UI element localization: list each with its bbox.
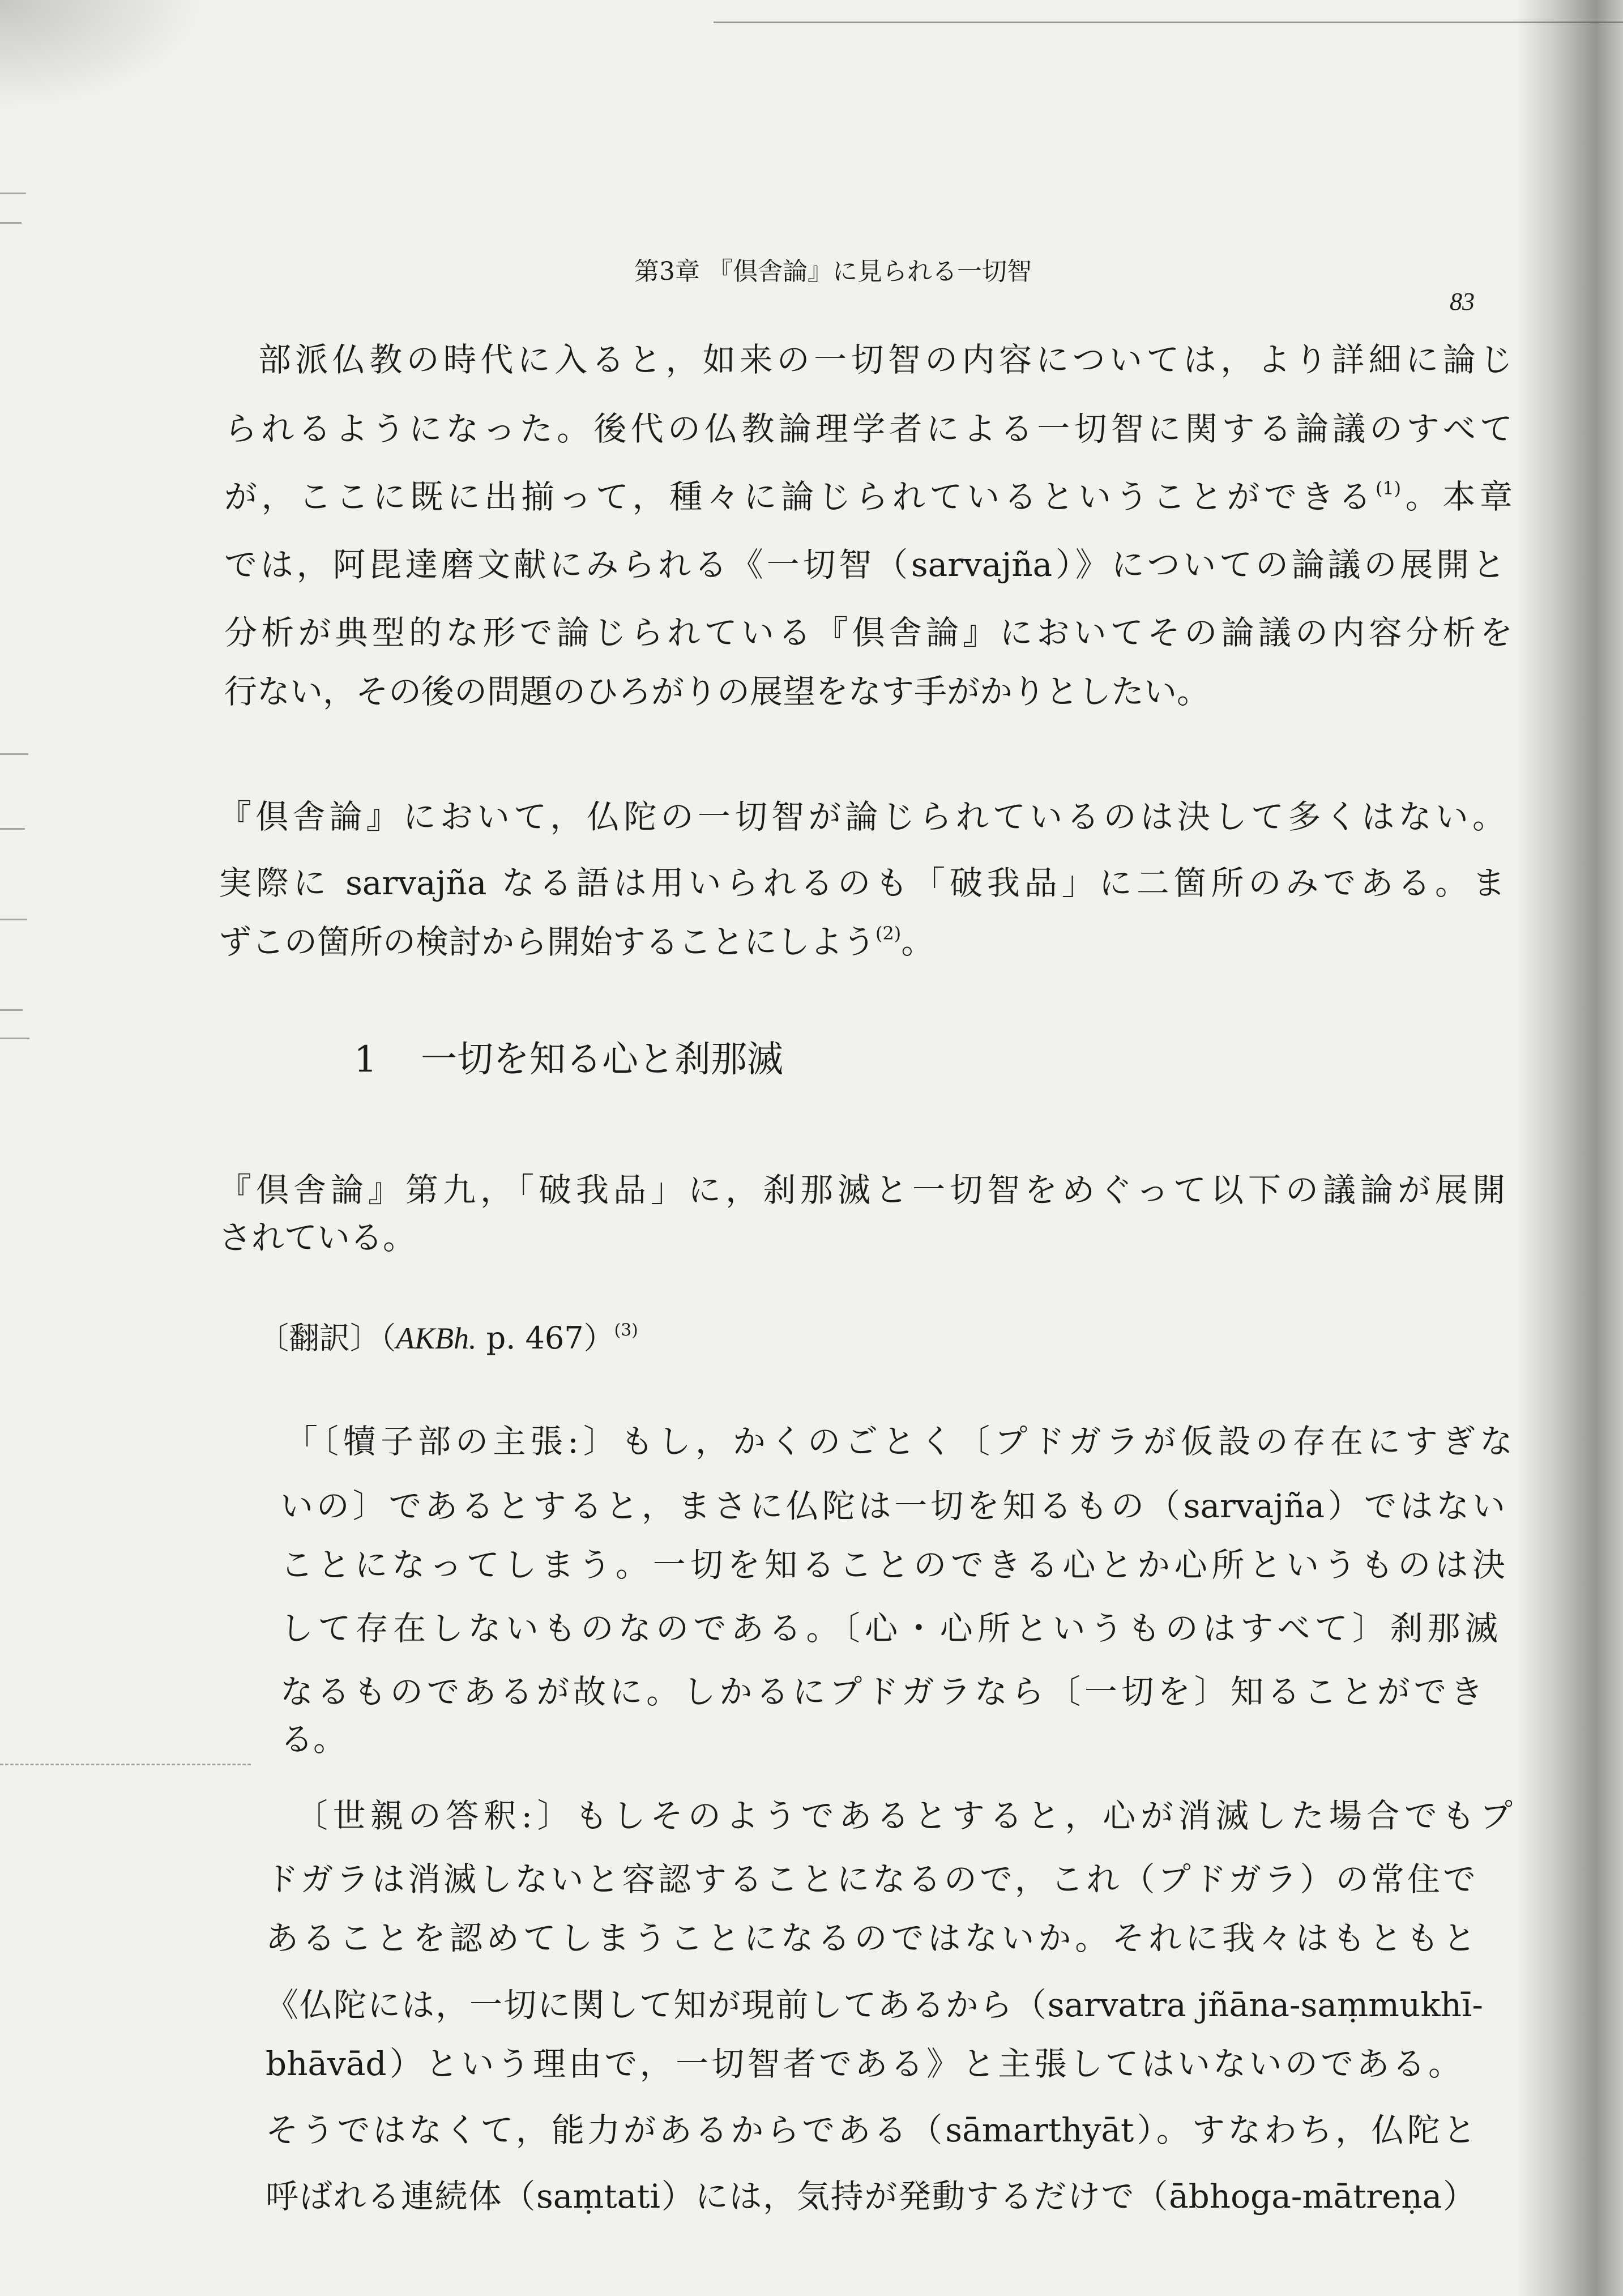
margin-mark <box>0 1009 23 1011</box>
paragraph2-line: 実際に sarvajña なる語は用いられるのも「破我品」に二箇所のみである。ま <box>219 864 1505 902</box>
quote-line: 呼ばれる連続体（saṃtati）には，気持が発動するだけで（ābhoga-mātreṇa） <box>266 2177 1476 2216</box>
source-abbreviation: AKBh. <box>396 1321 477 1355</box>
section-title: 一切を知る心と刹那滅 <box>421 1039 783 1081</box>
quote-line: なるものであるが故に。しかるにプドガラなら〔一切を〕知ることができ <box>280 1672 1483 1711</box>
intro-line <box>224 477 1513 517</box>
scan-edge-shadow <box>1515 0 1623 2296</box>
page-number: 83 <box>1450 288 1475 315</box>
intro-line: られるようになった。後代の仏教論理学者による一切智に関する論議のすべて <box>224 409 1513 448</box>
margin-mark <box>0 1038 29 1039</box>
margin-dashed-line <box>0 1764 251 1765</box>
quote-line: 《仏陀には，一切に関して知が現前してあるから（sarvatra jñāna-saṃmukhī- <box>266 1986 1483 2024</box>
margin-mark <box>0 222 22 224</box>
quote-line: bhāvād）という理由で，一切智者である》と主張してはいないのである。 <box>266 2045 1461 2083</box>
footnote-marker: (1) <box>1375 477 1402 500</box>
quote-line: ドガラは消滅しないと容認することになるので，これ（プドガラ）の常住で <box>266 1860 1476 1898</box>
running-header: 第3章 『倶舎論』に見られる一切智 <box>634 257 1032 286</box>
intro-line: 部派仏教の時代に入ると，如来の一切智の内容については，より詳細に論じ <box>258 340 1513 379</box>
margin-mark <box>0 193 26 194</box>
quote-line: 〔世親の答釈:〕もしそのようであるとすると，心が消滅した場合でもプ <box>295 1796 1513 1835</box>
intro-line-text: が，ここに既に出揃って，種々に論じられているということができる <box>224 477 1376 516</box>
intro-line: では，阿毘達磨文献にみられる《一切智（sarvajña）》についての論議の展開と <box>224 545 1505 584</box>
footnote-marker: (3) <box>614 1320 638 1341</box>
quote-line: そうではなくて，能力があるからである（sāmarthyāt）。すなわち，仏陀と <box>266 2111 1476 2149</box>
quote-line: ことになってしまう。一切を知ることのできる心とか心所というものは決 <box>280 1546 1505 1584</box>
margin-mark <box>0 828 25 830</box>
quote-line: る。 <box>280 1720 347 1759</box>
section-number: 1 <box>354 1039 377 1081</box>
paragraph2-line <box>219 922 934 962</box>
quote-line: して存在しないものなのである。〔心・心所というものはすべて〕刹那滅 <box>280 1609 1498 1648</box>
translation-label <box>258 1320 638 1357</box>
scan-top-edge <box>714 22 1623 23</box>
paragraph2-line: 『倶舎論』において，仏陀の一切智が論じられているのは決して多くはない。 <box>219 797 1505 836</box>
source-page: p. 467） <box>476 1320 614 1356</box>
intro-line-tail: 。本章 <box>1401 477 1513 516</box>
quote-line: あることを認めてしまうことになるのではないか。それに我々はもともと <box>266 1919 1476 1957</box>
intro-line: 行ない，その後の問題のひろがりの展望をなす手がかりとしたい。 <box>224 672 1210 711</box>
footnote-marker: (2) <box>875 923 902 945</box>
margin-mark <box>0 919 27 920</box>
intro-line: 分析が典型的な形で論じられている『倶舎論』においてその論議の内容分析を <box>224 613 1513 652</box>
margin-mark <box>0 753 28 755</box>
quote-line: いの〕であるとすると，まさに仏陀は一切を知るもの（sarvajña）ではない <box>280 1487 1505 1525</box>
paragraph3-line: されている。 <box>219 1218 416 1257</box>
paragraph3-line: 『倶舎論』第九，「破我品」に，刹那滅と一切智をめぐって以下の議論が展開 <box>219 1171 1505 1209</box>
quote-line: 「〔犢子部の主張:〕もし，かくのごとく〔プドガラが仮設の存在にすぎな <box>285 1422 1513 1461</box>
translation-label-text: 〔翻訳〕（ <box>258 1320 396 1356</box>
paragraph2-line-text: ずこの箇所の検討から開始することにしよう <box>219 923 876 961</box>
paragraph2-line-tail: 。 <box>901 923 934 961</box>
